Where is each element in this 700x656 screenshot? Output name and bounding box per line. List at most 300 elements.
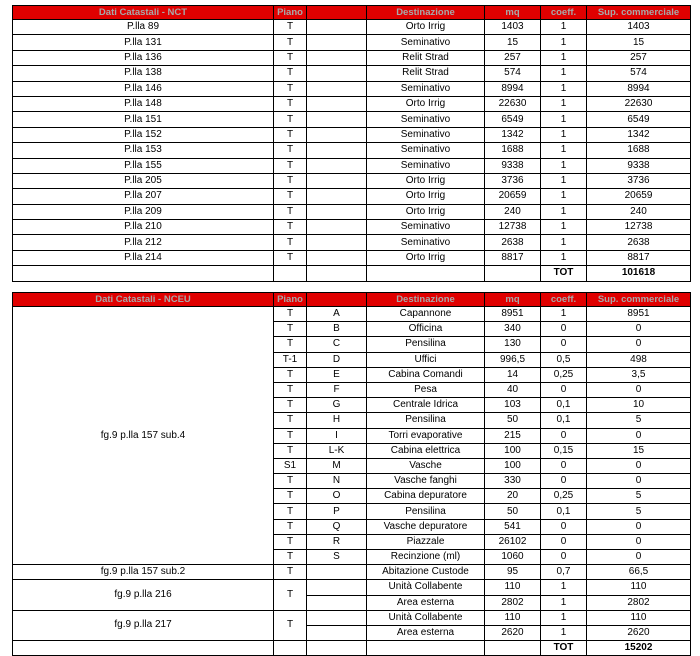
table-row	[13, 610, 691, 625]
total-row	[13, 641, 691, 656]
cell-catastal-ref: P.lla 136	[13, 50, 274, 65]
cell-piano: T	[274, 489, 307, 504]
cell-coeff: 0	[541, 337, 587, 352]
table-row	[13, 173, 691, 188]
cell-destinazione: Seminativo	[367, 220, 485, 235]
cell-coeff: 1	[541, 173, 587, 188]
cell-sup-commerciale: 1342	[587, 127, 691, 142]
cell-piano: T	[274, 173, 307, 188]
cell-code	[307, 595, 367, 610]
cell-destinazione: Orto Irrig	[367, 173, 485, 188]
cell-code	[307, 35, 367, 50]
cell-sup-commerciale: 0	[587, 382, 691, 397]
cell-destinazione: Area esterna	[367, 595, 485, 610]
cell-sup-commerciale: 257	[587, 50, 691, 65]
cell-coeff: 1	[541, 189, 587, 204]
cell-destinazione: Pesa	[367, 382, 485, 397]
cell-catastal-ref: P.lla 151	[13, 112, 274, 127]
cell-piano: T	[274, 96, 307, 111]
cell-coeff: 0,1	[541, 413, 587, 428]
cell-mq: 95	[485, 565, 541, 580]
cell-empty	[307, 266, 367, 281]
header-sup-commerciale: Sup. commerciale	[587, 293, 691, 307]
cell-code	[307, 81, 367, 96]
cell-mq: 330	[485, 474, 541, 489]
cell-mq: 130	[485, 337, 541, 352]
cell-mq: 6549	[485, 112, 541, 127]
cell-mq: 12738	[485, 220, 541, 235]
cell-destinazione: Cabina Comandi	[367, 367, 485, 382]
table-row	[13, 189, 691, 204]
cell-destinazione: Pensilina	[367, 504, 485, 519]
cell-empty	[485, 266, 541, 281]
cell-sup-commerciale: 110	[587, 610, 691, 625]
header-catastal-ref: Dati Catastali - NCT	[13, 6, 274, 20]
cell-destinazione: Orto Irrig	[367, 189, 485, 204]
cell-sup-commerciale: 3736	[587, 173, 691, 188]
cell-mq: 996,5	[485, 352, 541, 367]
cell-destinazione: Centrale Idrica	[367, 398, 485, 413]
cell-piano: T	[274, 307, 307, 322]
table-row	[13, 96, 691, 111]
cell-destinazione: Cabina depuratore	[367, 489, 485, 504]
total-row	[13, 266, 691, 281]
cell-piano: T	[274, 250, 307, 265]
cell-coeff: 1	[541, 625, 587, 640]
header-sup-commerciale: Sup. commerciale	[587, 6, 691, 20]
cell-destinazione: Orto Irrig	[367, 96, 485, 111]
cell-code	[307, 625, 367, 640]
table-row	[13, 127, 691, 142]
cell-destinazione: Pensilina	[367, 337, 485, 352]
cell-sup-commerciale: 5	[587, 413, 691, 428]
cell-code: G	[307, 398, 367, 413]
cell-code: B	[307, 322, 367, 337]
cell-mq: 50	[485, 504, 541, 519]
cell-catastal-ref: P.lla 209	[13, 204, 274, 219]
cell-piano: T	[274, 413, 307, 428]
cell-piano: T	[274, 143, 307, 158]
cell-mq: 8951	[485, 307, 541, 322]
table-row	[13, 112, 691, 127]
cell-sup-commerciale: 0	[587, 534, 691, 549]
cell-coeff: 0,15	[541, 443, 587, 458]
table-row	[13, 250, 691, 265]
cell-code	[307, 96, 367, 111]
cell-code	[307, 250, 367, 265]
table-row	[13, 220, 691, 235]
header-mq: mq	[485, 293, 541, 307]
cell-destinazione: Seminativo	[367, 143, 485, 158]
cell-sup-commerciale: 0	[587, 322, 691, 337]
cell-sup-commerciale: 0	[587, 337, 691, 352]
cell-destinazione: Seminativo	[367, 35, 485, 50]
cell-code	[307, 127, 367, 142]
cell-coeff: 0,1	[541, 398, 587, 413]
cell-code: F	[307, 382, 367, 397]
cell-coeff: 1	[541, 96, 587, 111]
cell-sup-commerciale: 20659	[587, 189, 691, 204]
nct-body	[13, 20, 691, 282]
cell-destinazione: Cabina elettrica	[367, 443, 485, 458]
cell-catastal-ref: P.lla 138	[13, 66, 274, 81]
cell-destinazione: Vasche fanghi	[367, 474, 485, 489]
cell-sup-commerciale: 15	[587, 35, 691, 50]
cell-code: M	[307, 458, 367, 473]
cell-sup-commerciale: 8817	[587, 250, 691, 265]
cell-coeff: 0	[541, 428, 587, 443]
catastal-ref-group: fg.9 p.lla 157 sub.2	[13, 565, 274, 580]
cell-piano: T	[274, 428, 307, 443]
cell-code: S	[307, 550, 367, 565]
cell-code: Q	[307, 519, 367, 534]
cell-code: E	[307, 367, 367, 382]
cell-code: H	[307, 413, 367, 428]
cell-piano: T	[274, 112, 307, 127]
cell-coeff: 1	[541, 307, 587, 322]
cell-sup-commerciale: 240	[587, 204, 691, 219]
cell-coeff: 1	[541, 158, 587, 173]
table-row	[13, 158, 691, 173]
cell-destinazione: Seminativo	[367, 127, 485, 142]
cell-piano: T	[274, 474, 307, 489]
cell-destinazione: Piazzale	[367, 534, 485, 549]
cell-code	[307, 20, 367, 35]
cell-code: A	[307, 307, 367, 322]
cell-coeff: 0,5	[541, 352, 587, 367]
cell-piano: T	[274, 66, 307, 81]
header-coeff: coeff.	[541, 293, 587, 307]
table-row	[13, 204, 691, 219]
table-row	[13, 307, 691, 322]
cell-mq: 50	[485, 413, 541, 428]
cell-mq: 8817	[485, 250, 541, 265]
cell-empty	[485, 641, 541, 656]
cell-coeff: 1	[541, 66, 587, 81]
cell-code	[307, 173, 367, 188]
cell-empty	[274, 266, 307, 281]
cell-coeff: 1	[541, 127, 587, 142]
nceu-table	[12, 292, 691, 656]
table-row	[13, 143, 691, 158]
cell-destinazione: Seminativo	[367, 81, 485, 96]
cell-piano: T	[274, 504, 307, 519]
header-piano: Piano	[274, 293, 307, 307]
cell-mq: 14	[485, 367, 541, 382]
cell-sup-commerciale: 574	[587, 66, 691, 81]
cell-mq: 100	[485, 458, 541, 473]
cell-empty	[367, 266, 485, 281]
total-value: 101618	[587, 266, 691, 281]
nct-table	[12, 5, 691, 282]
cell-coeff: 0	[541, 458, 587, 473]
cell-piano: T	[274, 550, 307, 565]
cell-sup-commerciale: 10	[587, 398, 691, 413]
cell-empty	[13, 641, 274, 656]
cell-code: P	[307, 504, 367, 519]
cell-mq: 100	[485, 443, 541, 458]
cell-destinazione: Recinzione (ml)	[367, 550, 485, 565]
cell-destinazione: Vasche	[367, 458, 485, 473]
cell-sup-commerciale: 3,5	[587, 367, 691, 382]
cell-catastal-ref: P.lla 131	[13, 35, 274, 50]
catastal-ref-group: fg.9 p.lla 217	[13, 610, 274, 640]
cell-piano: T	[274, 534, 307, 549]
cell-coeff: 0,7	[541, 565, 587, 580]
cell-code	[307, 204, 367, 219]
cell-coeff: 1	[541, 143, 587, 158]
header-destinazione: Destinazione	[367, 293, 485, 307]
cell-code	[307, 112, 367, 127]
cell-piano: T	[274, 81, 307, 96]
cell-coeff: 0,1	[541, 504, 587, 519]
header-code	[307, 293, 367, 307]
cell-code: N	[307, 474, 367, 489]
cell-mq: 2802	[485, 595, 541, 610]
cell-mq: 103	[485, 398, 541, 413]
cell-code	[307, 580, 367, 595]
cell-code: C	[307, 337, 367, 352]
cell-catastal-ref: P.lla 155	[13, 158, 274, 173]
cell-code	[307, 610, 367, 625]
cell-coeff: 0,25	[541, 489, 587, 504]
cell-sup-commerciale: 2802	[587, 595, 691, 610]
cell-piano: T	[274, 20, 307, 35]
cell-mq: 20	[485, 489, 541, 504]
cell-coeff: 1	[541, 595, 587, 610]
cell-coeff: 1	[541, 112, 587, 127]
cell-piano: T	[274, 35, 307, 50]
cell-empty	[367, 641, 485, 656]
table-row	[13, 235, 691, 250]
cell-empty	[13, 266, 274, 281]
cell-sup-commerciale: 15	[587, 443, 691, 458]
cell-mq: 8994	[485, 81, 541, 96]
cell-sup-commerciale: 2620	[587, 625, 691, 640]
cell-mq: 574	[485, 66, 541, 81]
cell-sup-commerciale: 110	[587, 580, 691, 595]
table-row	[13, 20, 691, 35]
cell-sup-commerciale: 66,5	[587, 565, 691, 580]
cell-sup-commerciale: 0	[587, 519, 691, 534]
cell-code	[307, 189, 367, 204]
cell-mq: 110	[485, 580, 541, 595]
cell-sup-commerciale: 8994	[587, 81, 691, 96]
cell-mq: 1403	[485, 20, 541, 35]
cell-mq: 1342	[485, 127, 541, 142]
total-value: 15202	[587, 641, 691, 656]
table-row	[13, 50, 691, 65]
cell-destinazione: Area esterna	[367, 625, 485, 640]
cell-coeff: 1	[541, 50, 587, 65]
cell-coeff: 1	[541, 580, 587, 595]
cell-destinazione: Relit Strad	[367, 66, 485, 81]
cell-piano: T	[274, 580, 307, 610]
cell-piano: T	[274, 50, 307, 65]
cell-catastal-ref: P.lla 152	[13, 127, 274, 142]
cell-piano: T-1	[274, 352, 307, 367]
cell-piano: T	[274, 235, 307, 250]
cell-catastal-ref: P.lla 148	[13, 96, 274, 111]
cell-piano: T	[274, 398, 307, 413]
cell-empty	[274, 641, 307, 656]
cell-destinazione: Torri evaporative	[367, 428, 485, 443]
cell-piano: T	[274, 337, 307, 352]
cell-mq: 541	[485, 519, 541, 534]
cell-piano: T	[274, 610, 307, 640]
cell-code: O	[307, 489, 367, 504]
header-destinazione: Destinazione	[367, 6, 485, 20]
cell-code: R	[307, 534, 367, 549]
cell-sup-commerciale: 0	[587, 474, 691, 489]
cell-mq: 15	[485, 35, 541, 50]
cell-sup-commerciale: 1688	[587, 143, 691, 158]
cell-code: D	[307, 352, 367, 367]
cell-destinazione: Orto Irrig	[367, 20, 485, 35]
cell-code: L-K	[307, 443, 367, 458]
cell-piano: T	[274, 443, 307, 458]
cell-coeff: 1	[541, 220, 587, 235]
cell-catastal-ref: P.lla 212	[13, 235, 274, 250]
cell-catastal-ref: P.lla 146	[13, 81, 274, 96]
cell-destinazione: Seminativo	[367, 158, 485, 173]
cell-piano: T	[274, 204, 307, 219]
cell-mq: 22630	[485, 96, 541, 111]
cell-coeff: 1	[541, 204, 587, 219]
catastal-ref-group: fg.9 p.lla 157 sub.4	[13, 307, 274, 565]
cell-piano: T	[274, 189, 307, 204]
cell-piano: T	[274, 220, 307, 235]
cell-piano: T	[274, 367, 307, 382]
cell-code: I	[307, 428, 367, 443]
cell-mq: 1688	[485, 143, 541, 158]
cell-sup-commerciale: 0	[587, 550, 691, 565]
cell-coeff: 0,25	[541, 367, 587, 382]
cell-mq: 26102	[485, 534, 541, 549]
cell-coeff: 0	[541, 382, 587, 397]
cell-coeff: 1	[541, 235, 587, 250]
cell-catastal-ref: P.lla 214	[13, 250, 274, 265]
cell-sup-commerciale: 8951	[587, 307, 691, 322]
nceu-header-row	[13, 293, 691, 307]
table-row	[13, 565, 691, 580]
cell-coeff: 1	[541, 250, 587, 265]
cell-mq: 240	[485, 204, 541, 219]
cell-mq: 2638	[485, 235, 541, 250]
cell-destinazione: Abitazione Custode	[367, 565, 485, 580]
header-piano: Piano	[274, 6, 307, 20]
cell-destinazione: Unità Collabente	[367, 610, 485, 625]
catastal-ref-group: fg.9 p.lla 216	[13, 580, 274, 610]
cell-code	[307, 158, 367, 173]
cell-sup-commerciale: 22630	[587, 96, 691, 111]
cell-destinazione: Orto Irrig	[367, 204, 485, 219]
cell-destinazione: Seminativo	[367, 235, 485, 250]
header-coeff: coeff.	[541, 6, 587, 20]
cell-catastal-ref: P.lla 205	[13, 173, 274, 188]
cell-code	[307, 66, 367, 81]
total-label: TOT	[541, 641, 587, 656]
cell-mq: 9338	[485, 158, 541, 173]
cell-destinazione: Orto Irrig	[367, 250, 485, 265]
table-row	[13, 35, 691, 50]
cell-code	[307, 50, 367, 65]
cell-mq: 110	[485, 610, 541, 625]
cell-catastal-ref: P.lla 207	[13, 189, 274, 204]
cell-mq: 40	[485, 382, 541, 397]
cell-coeff: 1	[541, 81, 587, 96]
table-row	[13, 81, 691, 96]
cell-piano: T	[274, 519, 307, 534]
cell-coeff: 0	[541, 550, 587, 565]
cell-catastal-ref: P.lla 89	[13, 20, 274, 35]
cell-destinazione: Capannone	[367, 307, 485, 322]
cell-sup-commerciale: 6549	[587, 112, 691, 127]
cell-mq: 3736	[485, 173, 541, 188]
cell-code	[307, 220, 367, 235]
cell-destinazione: Uffici	[367, 352, 485, 367]
cell-coeff: 0	[541, 474, 587, 489]
cell-code	[307, 565, 367, 580]
cell-piano: T	[274, 127, 307, 142]
nct-header-row	[13, 6, 691, 20]
cell-piano: T	[274, 382, 307, 397]
table-row	[13, 66, 691, 81]
cell-mq: 215	[485, 428, 541, 443]
cell-destinazione: Unità Collabente	[367, 580, 485, 595]
cell-empty	[307, 641, 367, 656]
cell-piano: S1	[274, 458, 307, 473]
total-label: TOT	[541, 266, 587, 281]
cell-coeff: 0	[541, 322, 587, 337]
cell-sup-commerciale: 498	[587, 352, 691, 367]
cell-piano: T	[274, 158, 307, 173]
cell-sup-commerciale: 9338	[587, 158, 691, 173]
cell-piano: T	[274, 565, 307, 580]
cell-coeff: 0	[541, 519, 587, 534]
cell-mq: 257	[485, 50, 541, 65]
cell-mq: 340	[485, 322, 541, 337]
cell-catastal-ref: P.lla 210	[13, 220, 274, 235]
cell-destinazione: Officina	[367, 322, 485, 337]
cell-mq: 1060	[485, 550, 541, 565]
cell-destinazione: Pensilina	[367, 413, 485, 428]
cell-sup-commerciale: 2638	[587, 235, 691, 250]
cell-destinazione: Relit Strad	[367, 50, 485, 65]
cell-catastal-ref: P.lla 153	[13, 143, 274, 158]
cell-sup-commerciale: 5	[587, 504, 691, 519]
header-code	[307, 6, 367, 20]
cell-coeff: 0	[541, 534, 587, 549]
cell-piano: T	[274, 322, 307, 337]
cell-sup-commerciale: 0	[587, 458, 691, 473]
cell-mq: 2620	[485, 625, 541, 640]
table-row	[13, 580, 691, 595]
header-catastal-ref: Dati Catastali - NCEU	[13, 293, 274, 307]
cell-sup-commerciale: 12738	[587, 220, 691, 235]
cell-coeff: 1	[541, 610, 587, 625]
cell-code	[307, 235, 367, 250]
cell-sup-commerciale: 1403	[587, 20, 691, 35]
cell-code	[307, 143, 367, 158]
cell-destinazione: Vasche depuratore	[367, 519, 485, 534]
cell-sup-commerciale: 0	[587, 428, 691, 443]
cell-coeff: 1	[541, 20, 587, 35]
nceu-body	[13, 307, 691, 656]
cell-mq: 20659	[485, 189, 541, 204]
cell-sup-commerciale: 5	[587, 489, 691, 504]
cell-destinazione: Seminativo	[367, 112, 485, 127]
